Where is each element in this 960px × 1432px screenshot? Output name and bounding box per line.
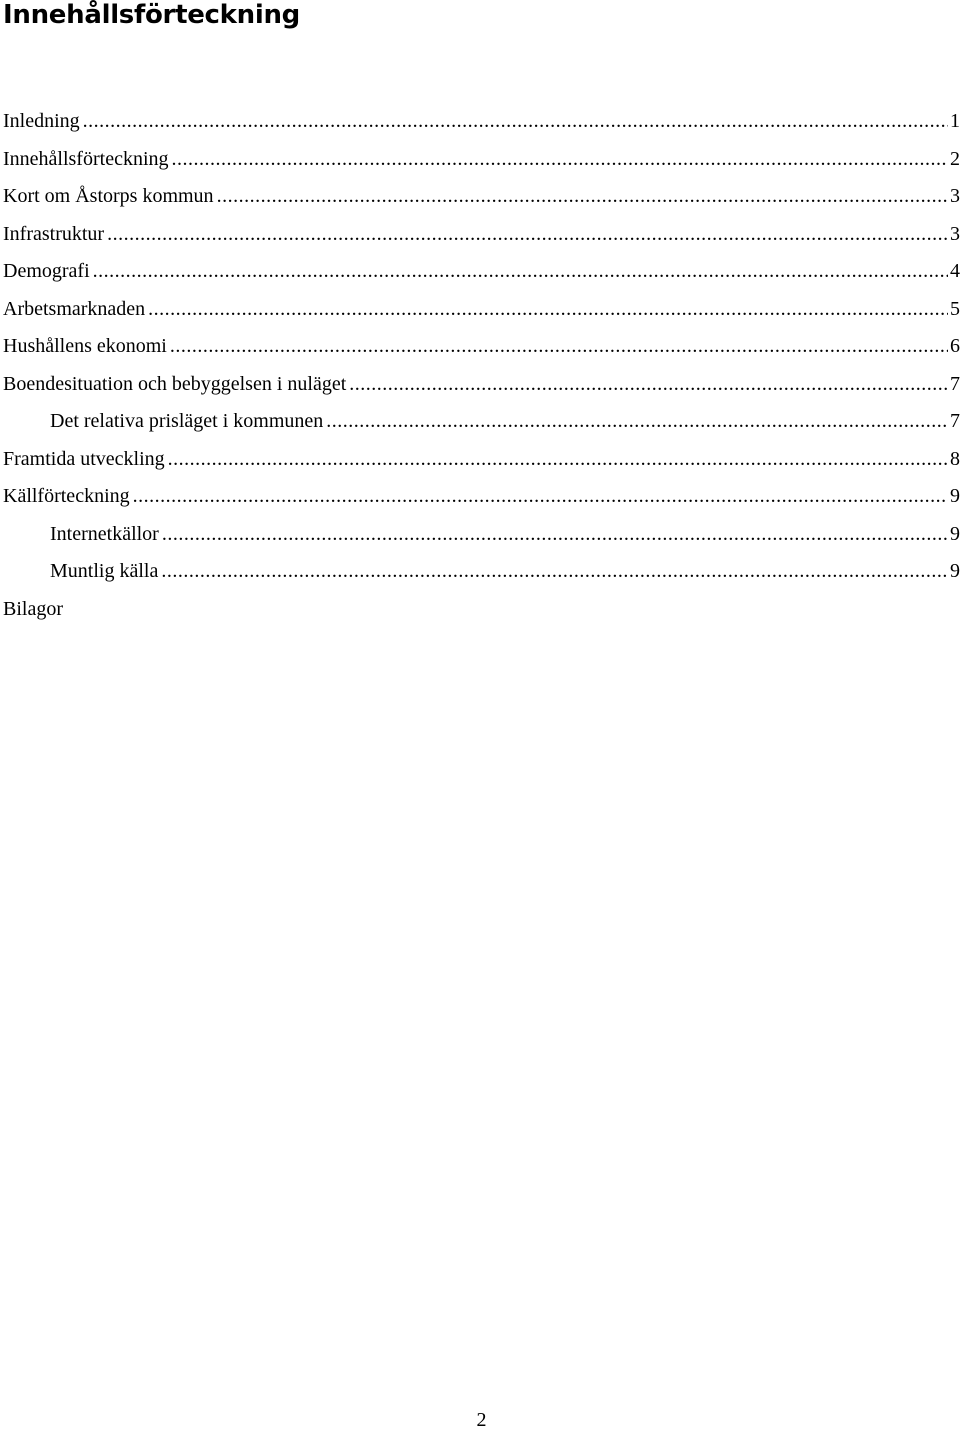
toc-entry-page: 2: [950, 147, 960, 170]
toc-entry-title: Kort om Åstorps kommun: [3, 185, 214, 207]
toc-entry-page: 8: [950, 447, 960, 470]
toc-entry-title: Demografi: [3, 260, 90, 282]
toc-entry-page: 1: [950, 110, 960, 132]
dot-leader: [133, 478, 948, 516]
dot-leader: [148, 291, 948, 329]
toc-entry-page: 5: [950, 297, 960, 320]
dot-leader: [93, 253, 948, 291]
toc-entry-title: Arbetsmarknaden: [3, 297, 146, 320]
dot-leader: [326, 403, 948, 441]
toc-entry-title: Källförteckning: [3, 485, 130, 507]
dot-leader: [168, 441, 948, 479]
toc-entry-title: Bilagor: [3, 597, 63, 620]
toc-entry-page: 9: [950, 485, 960, 507]
toc-entry-page: 3: [950, 222, 960, 245]
toc-entry-boendesituation[interactable]: [0, 366, 960, 404]
dot-leader: [161, 553, 948, 591]
page-number: 2: [476, 1409, 487, 1431]
toc-entry-page: 9: [950, 522, 960, 545]
dot-leader: [162, 516, 948, 554]
toc-entry-infrastruktur[interactable]: [0, 216, 960, 254]
toc-entry-page: 7: [950, 372, 960, 395]
toc-entry-title: Hushållens ekonomi: [3, 335, 167, 357]
toc-entry-inledning[interactable]: [0, 103, 960, 141]
toc-entry-title: Infrastruktur: [3, 222, 105, 245]
toc-entry-hushallens-ekonomi[interactable]: [0, 328, 960, 366]
toc-entry-page: 7: [950, 410, 960, 432]
dot-leader: [107, 216, 948, 254]
toc-entry-page: 9: [950, 560, 960, 582]
toc-entry-bilagor: [0, 591, 960, 629]
dot-leader: [170, 328, 948, 366]
toc-entry-title: Inledning: [3, 110, 80, 132]
toc-entry-det-relativa-prislaget[interactable]: [0, 403, 960, 441]
dot-leader: [217, 178, 948, 216]
toc-entry-page: 6: [950, 335, 960, 357]
toc-entry-title: Boendesituation och bebyggelsen i nuläget: [3, 372, 347, 395]
toc-entry-title: Det relativa prisläget i kommunen: [50, 410, 324, 432]
toc-entry-title: Framtida utveckling: [3, 447, 165, 470]
toc-entry-kallforteckning[interactable]: [0, 478, 960, 516]
toc-entry-kort-om-astorps-kommun[interactable]: [0, 178, 960, 216]
toc-entry-title: Innehållsförteckning: [3, 147, 169, 170]
table-of-contents: [0, 103, 960, 628]
dot-leader: [172, 141, 949, 179]
toc-entry-arbetsmarknaden[interactable]: [0, 291, 960, 329]
dot-leader: [83, 103, 948, 141]
page-title: Innehållsförteckning: [3, 0, 300, 30]
toc-entry-title: Muntlig källa: [50, 560, 159, 582]
toc-entry-page: 4: [950, 260, 960, 282]
toc-entry-page: 3: [950, 185, 960, 207]
toc-entry-internetkallor[interactable]: [0, 516, 960, 554]
toc-entry-innehallsforteckning[interactable]: [0, 141, 960, 179]
toc-entry-title: Internetkällor: [50, 522, 159, 545]
toc-entry-framtida-utveckling[interactable]: [0, 441, 960, 479]
dot-leader: [349, 366, 948, 404]
toc-entry-demografi[interactable]: [0, 253, 960, 291]
toc-entry-muntlig-kalla[interactable]: [0, 553, 960, 591]
